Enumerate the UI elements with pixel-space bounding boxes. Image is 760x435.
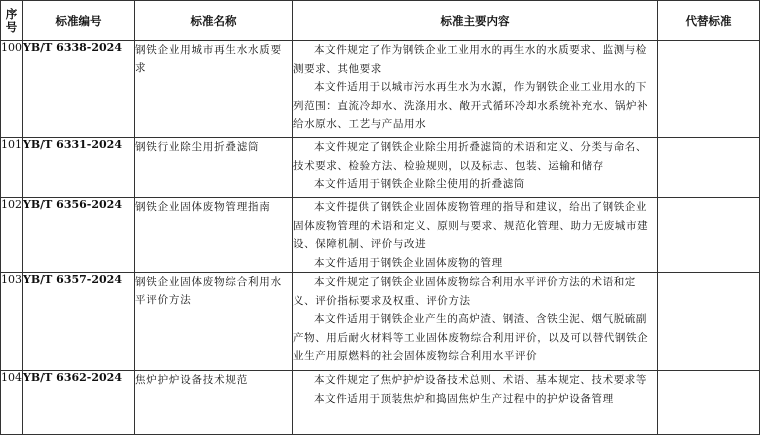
row-code: YB/T 6357-2024 <box>23 273 135 371</box>
table-row <box>1 41 760 138</box>
header-code: 标准编号 <box>23 1 135 41</box>
content-paragraph: 本文件提供了钢铁企业固体废物管理的指导和建议，给出了钢铁企业固体废物管理的术语和定义、原则与要求、规范化管理、助力无废城市建设、保障机制、评价与改进 <box>293 201 649 250</box>
content-paragraph: 本文件规定了钢铁企业除尘用折叠滤筒的术语和定义、分类与命名、技术要求、检验方法、检验规则，以及标志、包装、运输和储存 <box>293 141 647 172</box>
row-name: 钢铁企业用城市再生水水质要求 <box>135 41 293 138</box>
table-row <box>1 371 760 435</box>
header-index: 序号 <box>1 1 23 41</box>
row-content <box>293 41 658 138</box>
header-name: 标准名称 <box>135 1 293 41</box>
content-paragraph: 本文件规定了焦炉护炉设备技术总则、术语、基本规定、技术要求等 <box>314 374 647 386</box>
row-name: 焦炉护炉设备技术规范 <box>135 371 293 435</box>
row-index: 103 <box>1 273 23 371</box>
row-replace <box>658 273 760 371</box>
table-row <box>1 273 760 371</box>
row-code: YB/T 6362-2024 <box>23 371 135 435</box>
row-replace <box>658 41 760 138</box>
row-code: YB/T 6331-2024 <box>23 138 135 198</box>
row-index: 104 <box>1 371 23 435</box>
row-content <box>293 198 658 273</box>
table-row <box>1 198 760 273</box>
row-index: 101 <box>1 138 23 198</box>
row-content <box>293 273 658 371</box>
row-code: YB/T 6338-2024 <box>23 41 135 138</box>
row-content <box>293 138 658 198</box>
content-paragraph: 本文件适用于以城市污水再生水为水源，作为钢铁企业工业用水的下列范围：直流冷却水、洗涤用水、敞开式循环冷却水系统补充水、锅炉补给水原水、工艺与产品用水 <box>293 81 649 130</box>
header-content: 标准主要内容 <box>293 1 658 41</box>
content-paragraph: 本文件适用于钢铁企业固体废物的管理 <box>314 256 503 269</box>
row-name: 钢铁企业固体废物管理指南 <box>135 198 293 273</box>
row-content <box>293 371 658 435</box>
header-replace: 代替标准 <box>658 1 760 41</box>
content-paragraph: 本文件规定了作为钢铁企业工业用水的再生水的水质要求、监测与检测要求、其他要求 <box>293 44 647 75</box>
row-index: 100 <box>1 41 23 138</box>
table-row <box>1 138 760 198</box>
row-replace <box>658 371 760 435</box>
content-paragraph: 本文件适用于钢铁企业除尘使用的折叠滤筒 <box>314 178 525 190</box>
row-replace <box>658 138 760 198</box>
row-replace <box>658 198 760 273</box>
row-index: 102 <box>1 198 23 273</box>
content-paragraph: 本文件适用于钢铁企业产生的高炉渣、钢渣、含铁尘泥、烟气脱硫副产物、用后耐火材料等工业固体废物综合利用评价，以及可以替代钢铁企业生产用原燃料的社会固体废物综合利用水平评价 <box>293 313 649 362</box>
content-paragraph: 本文件规定了钢铁企业固体废物综合利用水平评价方法的术语和定义、评价指标要求及权重、评价方法 <box>293 276 636 307</box>
row-code: YB/T 6356-2024 <box>23 198 135 273</box>
content-paragraph: 本文件适用于顶装焦炉和捣固焦炉生产过程中的护炉设备管理 <box>314 392 614 405</box>
row-name: 钢铁行业除尘用折叠滤筒 <box>135 138 293 198</box>
header-row <box>1 1 760 41</box>
row-name: 钢铁企业固体废物综合利用水平评价方法 <box>135 273 293 371</box>
